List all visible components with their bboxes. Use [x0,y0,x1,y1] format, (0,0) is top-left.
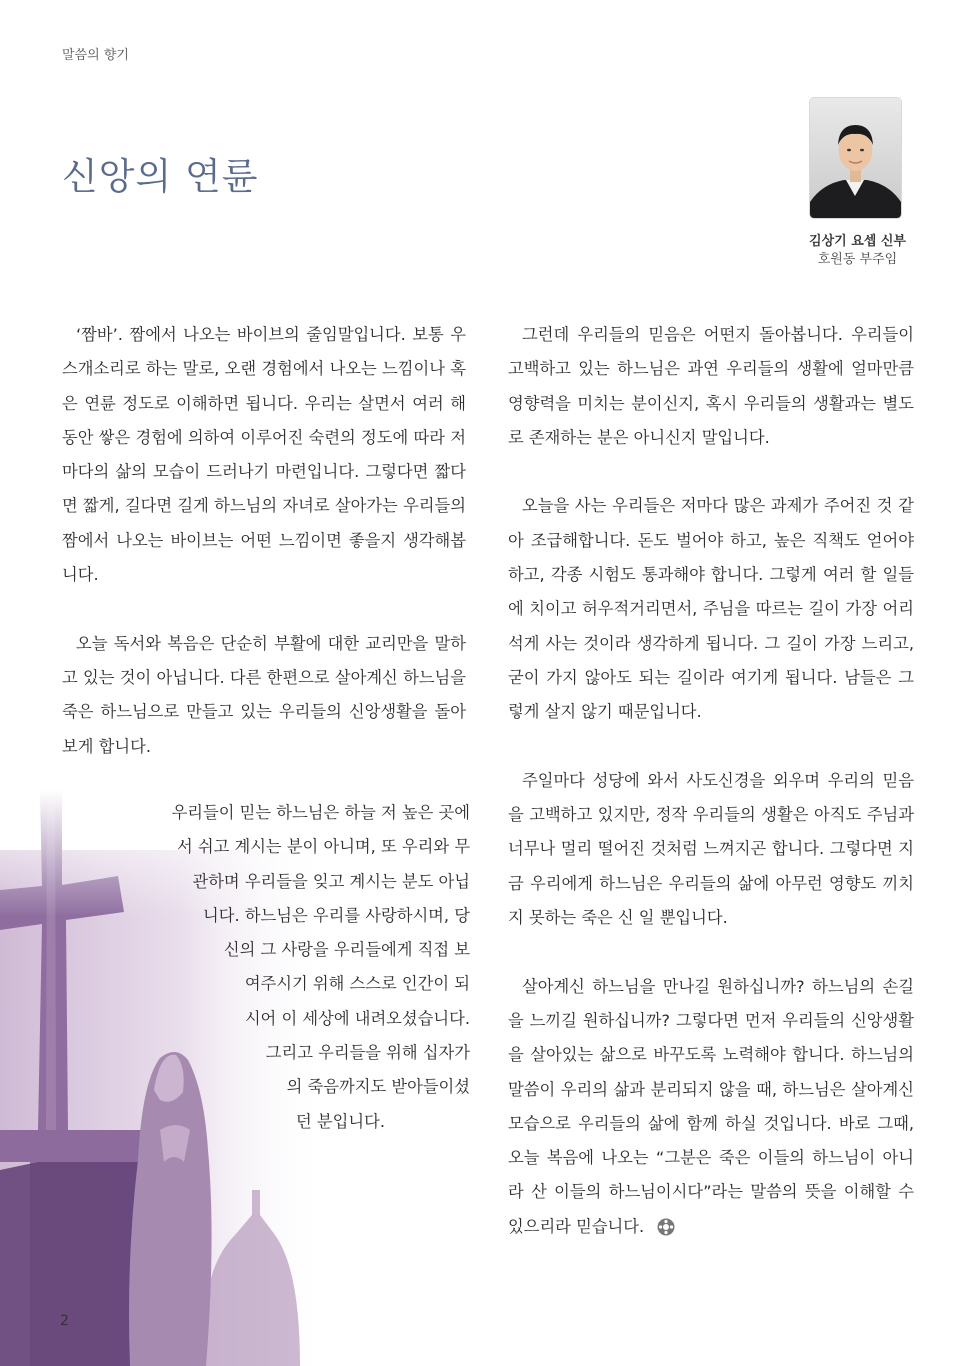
author-role: 호원동 부주임 [817,252,898,267]
paragraph: ‘짬바’. 짬에서 나오는 바이브의 줄임말입니다. 보통 우스개소리로 하는 말로, 오랜 경험에서 나오는 느낌이나 혹은 연륜 정도로 이해하면 됩니다. 우리는 살면서 여러 해 동안 쌓은 경험에 의하여 이루어진 숙련의 정도에 따라 저마다의 삶의 모습이 드러나기 마련입니다. 그렇다면 짧다면 짧게, 길다면 길게 하느님의 자녀로 살아가는 우리들의 짬에서 나오는 바이브는 어떤 느낌이면 좋을지 생각해봅니다. [62,325,466,585]
quote-line: 그리고 우리들을 위해 십자가 [265,1043,470,1063]
quote-line: 우리들이 믿는 하느님은 하늘 저 높은 곳에 [171,803,470,822]
right-column [508,318,914,1278]
quote-line: 서 쉬고 계시는 분이 아니며, 또 우리와 무 [176,837,470,857]
paragraph: 오늘 독서와 복음은 단순히 부활에 대한 교리만을 말하고 있는 것이 아닙니다. 다른 한편으로 살아계신 하느님을 죽은 하느님으로 만들고 있는 우리들의 신앙생활을 돌아보게 합니다. [62,633,466,756]
pull-quote [140,796,470,1139]
quote-line: 여주시기 위해 스스로 인간이 되 [244,974,470,994]
author-info [770,233,945,269]
section-label: 말씀의 향기 [62,48,129,63]
paragraph: 그런데 우리들의 믿음은 어떤지 돌아봅니다. 우리들이 고백하고 있는 하느님은 과연 우리들의 생활에 얼마만큼 영향력을 미치는 분이신지, 혹시 우리들의 생활과는 별도로 존재하는 분은 아니신지 말입니다. [508,325,914,447]
left-column [62,318,466,798]
author-photo [810,98,901,218]
article-title: 신앙의 연륜 [62,155,259,198]
end-mark-icon [656,1217,676,1237]
quote-line: 관하며 우리들을 잊고 계시는 분도 아닙 [192,871,470,891]
page-number: 2 [60,1313,69,1329]
author-name: 김상기 요셉 신부 [809,234,906,249]
quote-line: 던 분입니다. [296,1111,385,1131]
quote-line: 시어 이 세상에 내려오셨습니다. [244,1008,470,1028]
paragraph-text: 살아계신 하느님을 만나길 원하십니까? 하느님의 손길을 느끼길 원하십니까? 그렇다면 먼저 우리들의 신앙생활을 살아있는 삶으로 바꾸도록 노력해야 합니다. 하느님의 말씀이 우리의 삶과 분리되지 않을 때, 하느님은 살아계신 모습으로 우리들의 삶에 함께 하실 것입니다. 바로 그때, 오늘 복음에 나오는 “그분은 죽은 이들의 하느님이 아니라 산 이들의 하느님이시다”라는 말씀의 뜻을 이해할 수 있으리라 믿습니다. [508,976,914,1236]
paragraph: 오늘을 사는 우리들은 저마다 많은 과제가 주어진 것 같아 조급해합니다. 돈도 벌어야 하고, 높은 직책도 얻어야 하고, 각종 시험도 통과해야 합니다. 그렇게 여러 할 일들에 치이고 허우적거리면서, 주님을 따르는 길이 가장 어리석게 사는 것이라 생각하게 됩니다. 그 길이 가장 느리고, 굳이 가지 않아도 되는 길이라 여기게 됩니다. 남들은 그렇게 살지 않기 때문입니다. [508,496,914,722]
quote-line: 의 죽음까지도 받아들이셨 [286,1077,470,1097]
quote-line: 니다. 하느님은 우리를 사랑하시며, 당 [203,905,470,925]
quote-line: 신의 그 사랑을 우리들에게 직접 보 [223,940,470,960]
paragraph [508,970,914,1244]
paragraph: 주일마다 성당에 와서 사도신경을 외우며 우리의 믿음을 고백하고 있지만, 정작 우리들의 생활은 아직도 주님과 너무나 멀리 떨어진 것처럼 느껴지곤 합니다. 그렇다면 지금 우리에게 하느님은 우리들의 삶에 아무런 영향도 끼치지 못하는 죽은 신 일 뿐입니다. [508,770,914,928]
